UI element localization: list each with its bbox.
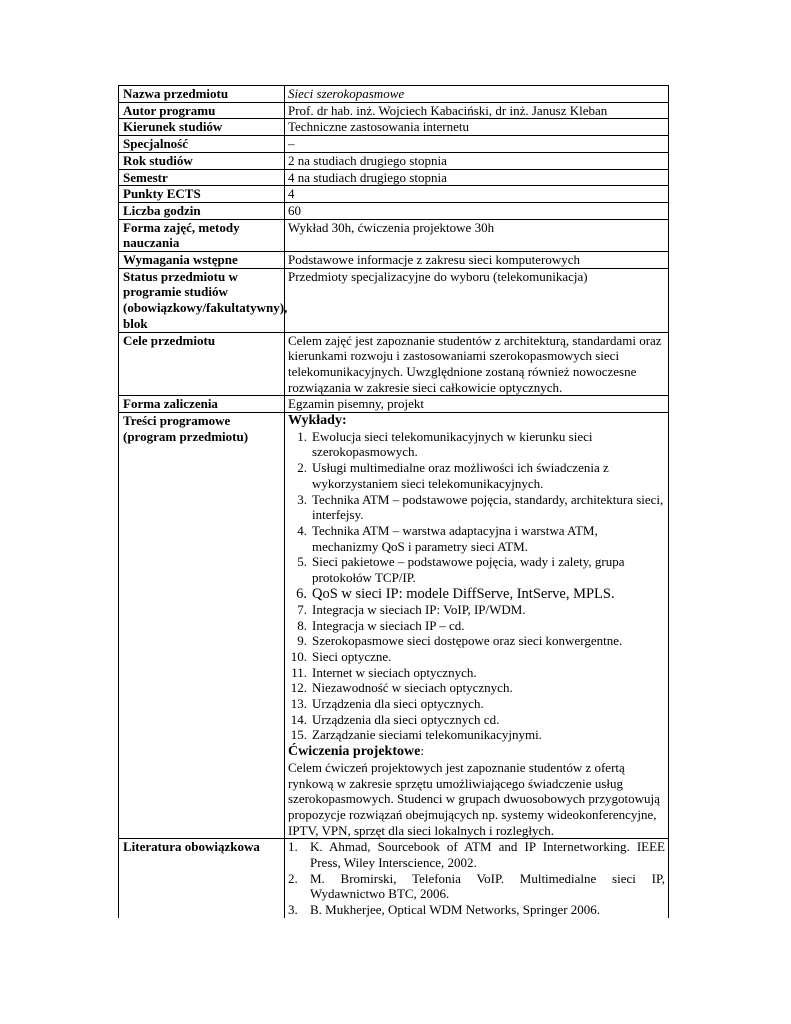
lecture-item-number: 8. — [297, 617, 307, 633]
lecture-item-number: 1. — [297, 428, 307, 444]
row-value-godziny: 60 — [285, 202, 669, 219]
table-row — [119, 186, 669, 203]
lecture-item-number: 11. — [291, 664, 307, 680]
table-row — [119, 413, 669, 839]
lecture-item — [288, 460, 665, 491]
literature-list — [288, 839, 665, 918]
syllabus-table — [118, 85, 669, 918]
lecture-item — [288, 649, 665, 665]
row-value-semestr: 4 na studiach drugiego stopnia — [285, 169, 669, 186]
table-row — [119, 202, 669, 219]
lecture-item-number: 12. — [290, 680, 307, 696]
lecture-item-text: Urządzenia dla sieci optycznych. — [312, 696, 484, 712]
table-row — [119, 252, 669, 269]
lecture-item-number: 10. — [290, 648, 307, 664]
lecture-item — [288, 633, 665, 649]
literature-item — [288, 871, 665, 902]
lecture-item — [288, 712, 665, 728]
lecture-item-number: 5. — [297, 554, 307, 570]
lecture-item — [288, 602, 665, 618]
lecture-item-number: 3. — [297, 491, 307, 507]
row-label-wymagania: Wymagania wstępne — [119, 252, 285, 269]
lecture-item-text: Integracja w sieciach IP: VoIP, IP/WDM. — [312, 601, 526, 617]
lecture-item-number: 9. — [297, 633, 307, 649]
table-row — [119, 332, 669, 396]
lecture-item-number: 14. — [290, 711, 307, 727]
literature-item — [288, 902, 665, 918]
row-value-forma-zaliczenia: Egzamin pisemny, projekt — [285, 396, 669, 413]
lecture-item-text: Zarządzanie sieciami telekomunikacyjnymi. — [312, 727, 542, 743]
lecture-item-number: 2. — [297, 460, 307, 476]
row-label-tresci: Treści programowe (program przedmiotu) — [119, 413, 285, 839]
table-row — [119, 152, 669, 169]
row-label-ects: Punkty ECTS — [119, 186, 285, 203]
row-label-godziny: Liczba godzin — [119, 202, 285, 219]
row-label-semestr: Semestr — [119, 169, 285, 186]
row-value-literatura — [285, 839, 669, 918]
lecture-item-text: Niezawodność w sieciach optycznych. — [312, 680, 513, 696]
lecture-item-number: 13. — [290, 696, 307, 712]
lecture-item-number: 15. — [290, 727, 307, 743]
literature-item-number: 1. — [288, 839, 298, 855]
row-value-forma-zajec: Wykład 30h, ćwiczenia projektowe 30h — [285, 219, 669, 251]
table-row — [119, 119, 669, 136]
lecture-item-text: Sieci optyczne. — [312, 648, 392, 664]
row-value-nazwa: Sieci szerokopasmowe — [285, 86, 669, 103]
row-label-kierunek: Kierunek studiów — [119, 119, 285, 136]
lecture-item-text: Technika ATM – podstawowe pojęcia, standardy, architektura sieci, interfejsy. — [312, 491, 664, 523]
exercises-heading-line — [288, 743, 665, 760]
exercises-colon: : — [420, 743, 424, 759]
lecture-item-text: Ewolucja sieci telekomunikacyjnych w kierunku sieci szerokopasmowych. — [312, 428, 593, 460]
row-label-specjalnosc: Specjalność — [119, 136, 285, 153]
row-value-tresci — [285, 413, 669, 839]
row-label-literatura: Literatura obowiązkowa — [119, 839, 285, 918]
lecture-item — [288, 554, 665, 585]
row-value-cele: Celem zajęć jest zapoznanie studentów z architekturą, standardami oraz kierunkami rozwoju i zastosowaniami szerokopasmowych sieci telekomunikacyjnych. Uwzględnione zostaną również nowoczesne rozwiązania w zakresie sieci całkowicie optycznych. — [285, 332, 669, 396]
lecture-item-number: 4. — [297, 522, 307, 538]
lecture-item — [288, 696, 665, 712]
lecture-item-text: QoS w sieci IP: modele DiffServe, IntServe, MPLS. — [312, 585, 615, 602]
table-row — [119, 169, 669, 186]
table-row — [119, 396, 669, 413]
table-row — [119, 839, 669, 918]
table-row — [119, 102, 669, 119]
row-value-ects: 4 — [285, 186, 669, 203]
lecture-item-text: Sieci pakietowe – podstawowe pojęcia, wady i zalety, grupa protokołów TCP/IP. — [312, 554, 625, 586]
lecture-item-text: Usługi multimedialne oraz możliwości ich świadczenia z wykorzystaniem sieci telekomunikacyjnych. — [312, 460, 609, 491]
lecture-item — [288, 586, 665, 602]
row-value-specjalnosc: – — [285, 136, 669, 153]
lecture-item — [288, 523, 665, 554]
lectures-heading: Wykłady: — [288, 413, 347, 429]
table-row — [119, 136, 669, 153]
row-value-kierunek: Techniczne zastosowania internetu — [285, 119, 669, 136]
exercises-heading: Ćwiczenia projektowe — [288, 744, 421, 760]
lecture-item-number: 7. — [297, 601, 307, 617]
row-value-status: Przedmioty specjalizacyjne do wyboru (telekomunikacja) — [285, 268, 669, 332]
lecture-item — [288, 727, 665, 743]
exercises-text: Celem ćwiczeń projektowych jest zapoznanie studentów z ofertą rynkową w zakresie sprzętu umożliwiającego świadczenie usług szerokopasmowych. Studenci w grupach dwuosobowych przygotowują propozycje rozwiązań obejmujących np. systemy wideokonferencyjne, IPTV, VPN, sprzęt dla sieci lokalnych i rozległych. — [288, 759, 660, 838]
lecture-item — [288, 680, 665, 696]
row-label-nazwa: Nazwa przedmiotu — [119, 86, 285, 103]
lectures-list — [288, 429, 665, 743]
lecture-item-text: Technika ATM – warstwa adaptacyjna i warstwa ATM, mechanizmy QoS i parametry sieci ATM. — [312, 522, 598, 554]
table-row — [119, 219, 669, 251]
row-value-autor: Prof. dr hab. inż. Wojciech Kabaciński, dr inż. Janusz Kleban — [285, 102, 669, 119]
row-label-rok: Rok studiów — [119, 152, 285, 169]
row-value-wymagania: Podstawowe informacje z zakresu sieci komputerowych — [285, 252, 669, 269]
row-label-status: Status przedmiotu w programie studiów (obowiązkowy/fakultatywny), blok — [119, 268, 285, 332]
literature-item — [288, 839, 665, 870]
lecture-item — [288, 665, 665, 681]
row-label-cele: Cele przedmiotu — [119, 332, 285, 396]
lecture-item — [288, 492, 665, 523]
literature-item-number: 3. — [288, 902, 298, 918]
lecture-item — [288, 429, 665, 460]
literature-item-text: B. Mukherjee, Optical WDM Networks, Springer 2006. — [310, 902, 601, 918]
lecture-item-text: Urządzenia dla sieci optycznych cd. — [312, 711, 500, 727]
literature-item-text: K. Ahmad, Sourcebook of ATM and IP Internetworking. IEEE Press, Wiley Interscience, 2002. — [310, 839, 665, 871]
lecture-item-text: Szerokopasmowe sieci dostępowe oraz sieci konwergentne. — [312, 633, 623, 649]
row-label-forma-zaliczenia: Forma zaliczenia — [119, 396, 285, 413]
row-label-forma-zajec: Forma zajęć, metody nauczania — [119, 219, 285, 251]
row-value-rok: 2 na studiach drugiego stopnia — [285, 152, 669, 169]
lecture-item-number: 6. — [296, 585, 307, 602]
lecture-item-text: Internet w sieciach optycznych. — [312, 664, 477, 680]
literature-item-number: 2. — [288, 870, 298, 886]
row-label-autor: Autor programu — [119, 102, 285, 119]
literature-item-text: M. Bromirski, Telefonia VoIP. Multimedialne sieci IP, Wydawnictwo BTC, 2006. — [310, 870, 665, 902]
table-row — [119, 268, 669, 332]
lecture-item — [288, 618, 665, 634]
lecture-item-text: Integracja w sieciach IP – cd. — [312, 617, 465, 633]
table-row — [119, 86, 669, 103]
